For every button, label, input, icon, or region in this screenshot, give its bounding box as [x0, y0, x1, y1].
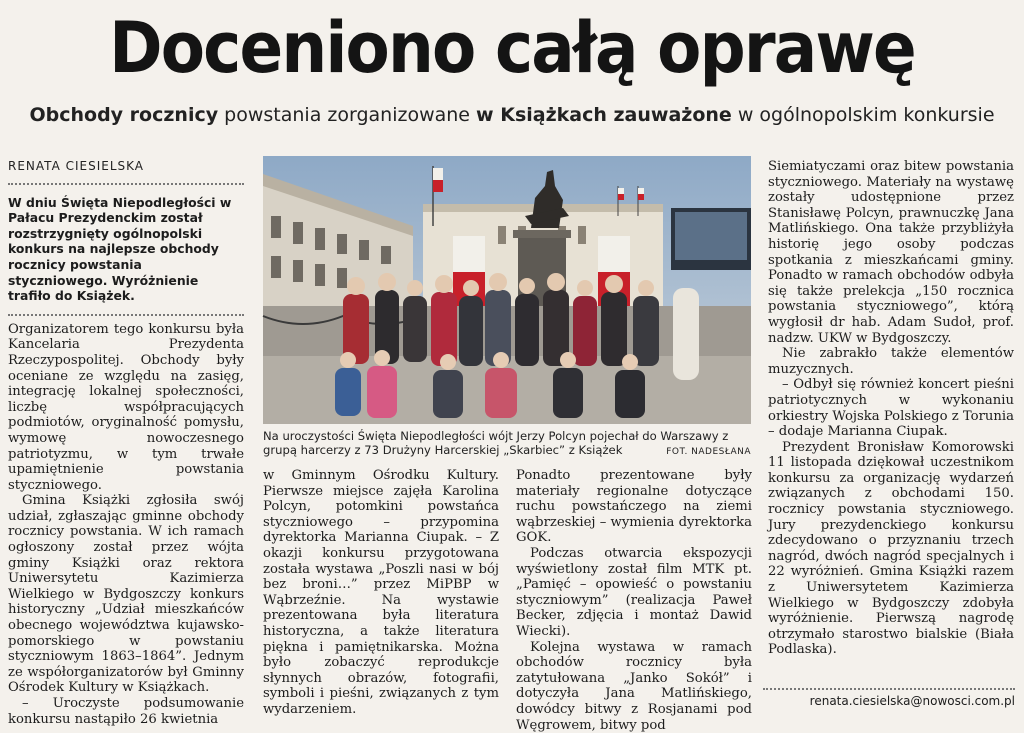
author-email[interactable]: renata.ciesielska@nowosci.com.pl — [809, 694, 1015, 708]
col2-paragraph: w Gminnym Ośrodku Kultury. Pierwsze miejsce zajęła Karolina Polcyn, potomkini powstańca styczniowego – przypomina dyrektorka Marianna Ciupak. – Z okazji konkursu przygotowana została wystawa „Poszli nasi w bój bez broni…” przez MiPBP w Wąbrzeźnie. Na wystawie prezentowana była literatura historyczna, a także literatura piękna i pamiętnikarska. Można było zobaczyć reprodukcje słynnych obrazów, fotografii, symboli i pieśni, związanych z tym wydarzeniem. — [263, 468, 499, 717]
subhead-part-4: w ogólnopolskim konkursie — [731, 104, 995, 126]
column-3 — [516, 468, 752, 733]
col4-paragraph: Prezydent Bronisław Komorowski 11 listopada dziękował uczestnikom konkursu za organizację wydarzeń związanych z obchodami 150. rocznicy powstania styczniowego. Jury prezydenckiego konkursu zdecydowano o przyznaniu trzech nagród, dwóch nagród specjalnych i 22 wyróżnień. Gmina Książki razem z Uniwersytetem Kazimierza Wielkiego w Bydgoszczy zdobyła wyróżnienie. Pierwszą nagrodę otrzymało starostwo bialskie (Biała Podlaska). — [768, 439, 1014, 658]
col1-paragraph: Gmina Książki zgłosiła swój udział, zgłaszając gminne obchody rocznicy powstania. W ich ramach ogłoszony został przez wójta gminy Książki oraz rektora Uniwersytetu Kazimierza Wielkiego w Bydgoszczy konkurs historyczny „Udział mieszkańców obecnego województwa kujawsko-pomorskiego w powstaniu styczniowym 1863–1864”. Jednym ze współorganizatorów był Gminny Ośrodek Kultury w Książkach. — [8, 493, 244, 696]
col3-paragraph: Ponadto prezentowane były materiały regionalne dotyczące ruchu powstańczego na ziemi wąbrzeskiej – wymienia dyrektorka GOK. — [516, 468, 752, 546]
subheadline — [0, 102, 1024, 128]
subhead-part-2: powstania zorganizowane — [218, 104, 477, 126]
col1-paragraph: Organizatorem tego konkursu była Kancelaria Prezydenta Rzeczypospolitej. Obchody były oceniane ze względu na zasięg, integrację lokalnej społeczności, liczbę współpracujących podmiotów, oryginalność pomysłu, wymowę nowoczesnego patriotyzmu, w tym trwałe upamiętnienie powstania styczniowego. — [8, 321, 244, 493]
photo-credit: FOT. NADESŁANA — [666, 447, 751, 457]
col4-paragraph: – Odbył się również koncert pieśni patriotycznych w wykonaniu orkiestry Wojska Polskiego z Torunia – dodaje Marianna Ciupak. — [768, 377, 1014, 440]
column-4 — [768, 159, 1014, 658]
col3-paragraph: Kolejna wystawa w ramach obchodów rocznicy była zatytułowana „Janko Sokół” i dotyczyła Jana Matlińskiego, dowódcy bitwy z Rosjanami pod Węgrowem, bitwy pod — [516, 639, 752, 733]
author-email-row — [763, 688, 1015, 708]
col1-paragraph: – Uroczyste podsumowanie konkursu nastąpiło 26 kwietnia — [8, 696, 244, 727]
column-2 — [263, 468, 499, 718]
column-1 — [8, 159, 244, 727]
headline: Doceniono całą oprawę — [109, 7, 915, 89]
subhead-part-1: Obchody rocznicy — [29, 104, 219, 126]
caption-text: Na uroczystości Święta Niepodległości wójt Jerzy Polcyn pojechał do Warszawy z grupą harcerzy z 73 Drużyny Harcerskiej „Skarbiec” z Książek — [263, 429, 729, 457]
photo-illustration — [263, 156, 751, 424]
col4-paragraph: Siemiatyczami oraz bitew powstania styczniowego. Materiały na wystawę zostały udostępnione przez Stanisławę Polcyn, prawnuczkę Jana Matlińskiego. Ona także przybliżyła historię jego osoby podczas spotkania z mieszkańcami gminy. Ponadto w ramach obchodów odbyła się także prelekcja „150 rocznica powstania styczniowego”, którą wygłosił dr hab. Adam Sudoł, prof. nadzw. UKW w Bydgoszczy. — [768, 159, 1014, 346]
col4-paragraph: Nie zabrakło także elementów muzycznych. — [768, 346, 1014, 377]
author-byline: RENATA CIESIELSKA — [8, 159, 244, 185]
subhead-part-3: w Książkach zauważone — [476, 104, 732, 126]
article-photo — [263, 156, 751, 424]
lead-paragraph: W dniu Święta Niepodległości w Pałacu Prezydenckim został rozstrzygnięty ogólnopolski konkurs na najlepsze obchody rocznicy powstania styczniowego. Wyróżnienie trafiło do Książek. — [8, 185, 244, 316]
col3-paragraph: Podczas otwarcia ekspozycji wyświetlony został film MTK pt. „Pamięć – opowieść o powstaniu styczniowym” (realizacja Paweł Becker, zdjęcia i montaż Dawid Wiecki). — [516, 545, 752, 639]
photo-caption — [263, 429, 751, 459]
